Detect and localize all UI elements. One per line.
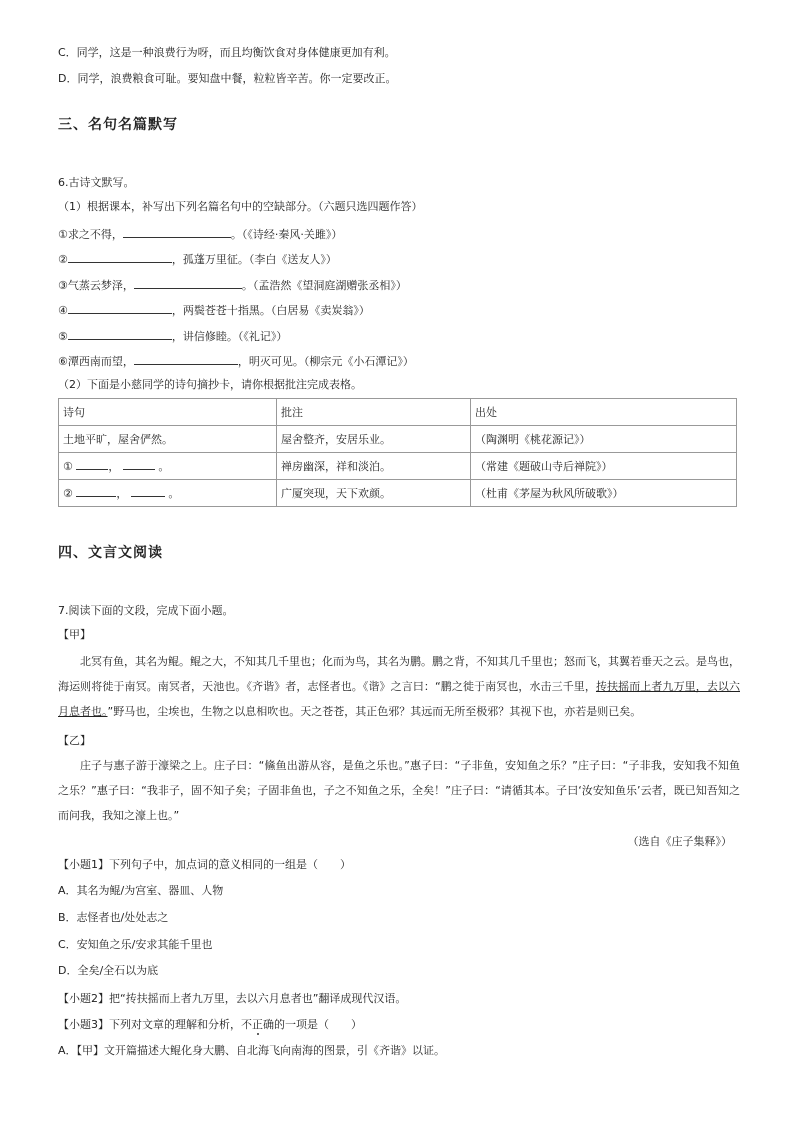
- q7-stem: 7.阅读下面的文段，完成下面小题。: [58, 604, 234, 617]
- yi-label: 【乙】: [58, 734, 91, 747]
- section-4-title: 四、文言文阅读: [58, 545, 163, 561]
- sub3-text-end: 的一项是（ ）: [274, 1018, 362, 1031]
- table-cell-poem: 土地平旷，屋舍俨然。: [59, 426, 277, 453]
- answer-blank[interactable]: [76, 486, 116, 497]
- recite-item-3: [58, 277, 407, 293]
- recite-suffix: ，明灭可见。（柳宗元《小石潭记》）: [237, 355, 414, 368]
- sub1-option-c[interactable]: C．安知鱼之乐/安求其能千里也: [58, 938, 213, 951]
- recite-item-1: [58, 226, 342, 242]
- answer-blank[interactable]: [76, 459, 108, 470]
- recite-prefix: ⑥潭西南而望，: [58, 355, 134, 368]
- option-c: C．同学，这是一种浪费行为呀，而且均衡饮食对身体健康更加有利。: [58, 46, 396, 59]
- recite-item-2: [58, 251, 337, 267]
- recite-prefix: ①求之不得，: [58, 228, 123, 241]
- poem-end: 。: [158, 460, 170, 473]
- sub3-option-a[interactable]: A．【甲】文开篇描述大鲲化身大鹏、自北海飞向南海的图景，引《齐谐》以证。: [58, 1044, 446, 1057]
- answer-blank[interactable]: [134, 353, 238, 365]
- recite-suffix: ，讲信修睦。（《礼记》）: [171, 330, 288, 343]
- sub-question-2: 【小题2】把“抟扶摇而上者九万里，去以六月息者也”翻译成现代汉语。: [58, 992, 407, 1005]
- table-header-cell: 批注: [277, 399, 471, 426]
- sub-question-1: 【小题1】下列句子中，加点词的意义相同的一组是（ ）: [58, 858, 351, 871]
- answer-blank[interactable]: [68, 251, 172, 263]
- sub3-emphasis: 不正确: [241, 1018, 274, 1031]
- answer-blank[interactable]: [68, 328, 172, 340]
- sub-question-3: [58, 1018, 362, 1032]
- table-cell-source: （常建《题破山寺后禅院》）: [471, 453, 737, 480]
- q6-part1: （1）根据课本，补写出下列名篇名句中的空缺部分。（六题只选四题作答）: [58, 200, 423, 213]
- table-cell-note: 屋舍整齐，安居乐业。: [277, 426, 471, 453]
- poem-card-table: [58, 398, 737, 507]
- yi-passage: 庄子与惠子游于濠梁之上。庄子曰：“鯈鱼出游从容，是鱼之乐也。”惠子曰：“子非鱼，安知鱼之乐？”庄子曰：“子非我，安知我不知鱼之乐？”惠子曰：“我非子，固不知子矣；子固非鱼也，子之不知鱼之乐，全矣！”庄子曰：“请循其本。子曰‘汝安知鱼乐’云者，既已知吾知之而问我，我知之濠上也。”: [58, 759, 740, 822]
- recite-prefix: ④: [58, 304, 68, 317]
- poem-prefix: ②: [63, 487, 73, 500]
- recite-prefix: ②: [58, 253, 68, 266]
- table-row: [59, 426, 737, 453]
- poem-end: 。: [168, 487, 180, 500]
- poem-prefix: ①: [63, 460, 73, 473]
- jia-passage: [58, 649, 740, 724]
- table-cell-poem: [59, 480, 277, 507]
- table-header-cell: 出处: [471, 399, 737, 426]
- recite-prefix: ⑤: [58, 330, 68, 343]
- recite-item-6: [58, 353, 414, 369]
- recite-suffix: 。（《诗经·秦风·关雎》）: [230, 228, 343, 241]
- recite-item-5: [58, 328, 287, 344]
- recite-prefix: ③气蒸云梦泽，: [58, 279, 134, 292]
- jia-text-a: 北冥有鱼，其名为鲲。鲲之大，不知其几千里也；化而为鸟，其名为鹏。鹏之背，不知其几千里也；怒而飞，其翼若垂天之云。是鸟也，海运则将徙于南冥。南冥者，天池也。《齐谐》者，志怪者也。《谐》之言曰：“鹏之徙于南冥也，水击三千里，: [58, 655, 740, 693]
- answer-blank[interactable]: [68, 302, 172, 314]
- recite-item-4: [58, 302, 370, 318]
- answer-blank[interactable]: [134, 277, 242, 289]
- table-row: [59, 480, 737, 507]
- answer-blank[interactable]: [123, 226, 231, 238]
- answer-blank[interactable]: [123, 459, 155, 470]
- sub3-text: 【小题3】下列对文章的理解和分析，: [58, 1018, 241, 1031]
- table-cell-poem: [59, 453, 277, 480]
- table-header-row: [59, 399, 737, 426]
- q6-stem: 6.古诗文默写。: [58, 176, 135, 189]
- table-header-cell: 诗句: [59, 399, 277, 426]
- q6-part2: （2）下面是小慈同学的诗句摘抄卡，请你根据批注完成表格。: [58, 378, 362, 391]
- option-d: D．同学，浪费粮食可耻。要知盘中餐，粒粒皆辛苦。你一定要改正。: [58, 72, 397, 85]
- poem-mid: ，: [108, 460, 120, 473]
- sub1-option-b[interactable]: B．志怪者也/处处志之: [58, 911, 169, 924]
- table-cell-source: （陶渊明《桃花源记》）: [471, 426, 737, 453]
- table-cell-note: 广厦突现，天下欢颜。: [277, 480, 471, 507]
- sub1-option-a[interactable]: A．其名为鲲/为宫室、器皿、人物: [58, 884, 224, 897]
- recite-suffix: 。（孟浩然《望洞庭湖赠张丞相》）: [241, 279, 407, 292]
- sub1-option-d[interactable]: D．全矣/全石以为底: [58, 964, 159, 977]
- table-row: [59, 453, 737, 480]
- section-3-title: 三、名句名篇默写: [58, 117, 178, 133]
- table-cell-source: （杜甫《茅屋为秋风所破歌》）: [471, 480, 737, 507]
- recite-suffix: ，两鬓苍苍十指黑。（白居易《卖炭翁》）: [171, 304, 370, 317]
- jia-label: 【甲】: [58, 628, 91, 641]
- passage-source: （选自《庄子集释》）: [627, 835, 732, 848]
- answer-blank[interactable]: [131, 486, 165, 497]
- poem-mid: ，: [116, 487, 128, 500]
- recite-suffix: ，孤蓬万里征。（李白《送友人》）: [171, 253, 337, 266]
- jia-text-b: ”野马也，尘埃也，生物之以息相吹也。天之苍苍，其正色邪？其远而无所至极邪？其视下也，亦若是则已矣。: [107, 705, 642, 718]
- jia-underlined-sentence: 抟扶摇而上者九万里，去以六月息者也。: [58, 680, 740, 718]
- table-cell-note: 禅房幽深，祥和淡泊。: [277, 453, 471, 480]
